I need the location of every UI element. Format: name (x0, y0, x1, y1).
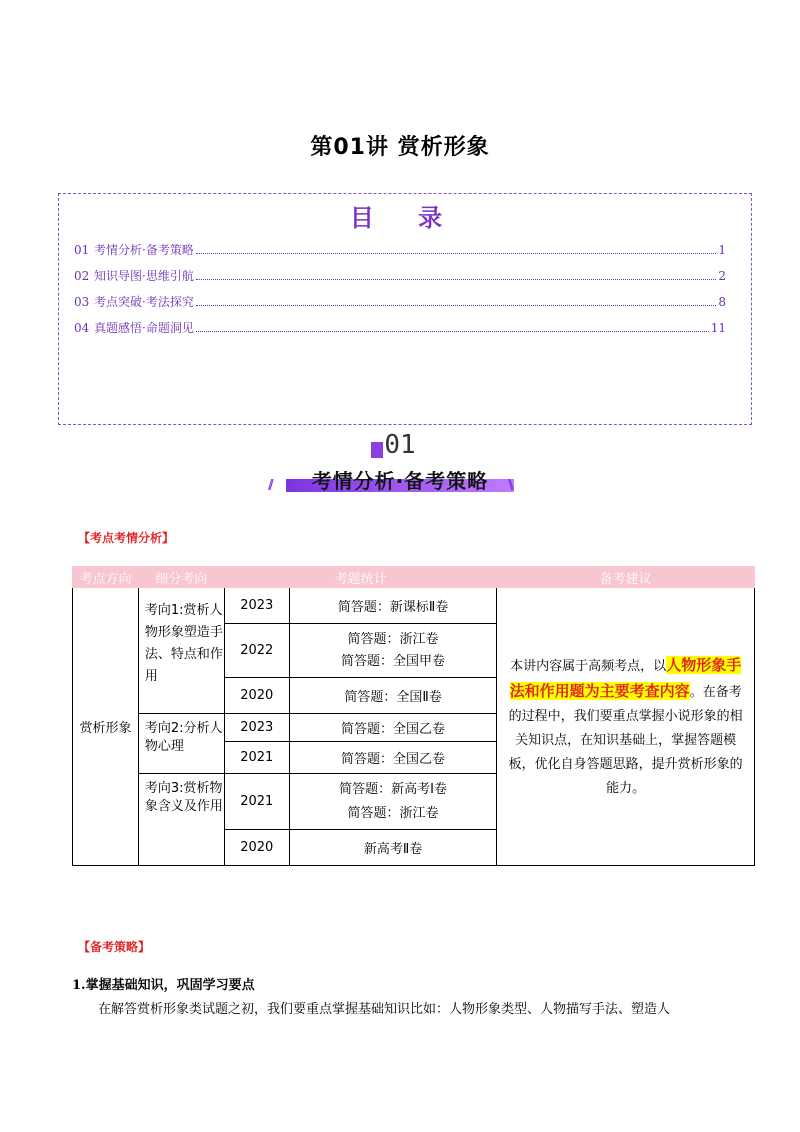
stat-line: 简答题：浙江卷 (347, 631, 439, 647)
year-cell: 2023 (224, 588, 289, 624)
header-statistics: 考题统计 (224, 567, 497, 588)
toc-item-number: 04 (74, 321, 90, 335)
toc-heading: 目 录 (349, 204, 461, 232)
stat-cell: 简答题：全国Ⅱ卷 (289, 678, 497, 714)
section-banner (286, 465, 514, 493)
toc-item-label: 知识导图·思维引航 (94, 269, 194, 283)
advice-highlight: 人物形象手法和作用题为主要考查内容 (509, 655, 742, 700)
year-cell: 2021 (224, 774, 289, 830)
toc-item-label: 考情分析·备考策略 (94, 243, 194, 257)
page-title: 第01讲 赏析形象 (310, 135, 490, 160)
exam-analysis-heading: 【考点考情分析】 (78, 531, 175, 545)
toc-item[interactable] (59, 293, 751, 319)
header-subdirection: 细分考向 (138, 567, 224, 588)
exam-point-cell: 赏析形象 (73, 588, 139, 866)
toc-leader (196, 331, 709, 332)
toc-item[interactable] (59, 241, 751, 267)
stat-line: 简答题：浙江卷 (347, 805, 439, 821)
section-banner-title: 考情分析·备考策略 (311, 469, 489, 493)
strategy-subtitle: 1.掌握基础知识，巩固学习要点 (72, 978, 255, 993)
header-direction: 考点方向 (73, 567, 139, 588)
toc-item-number: 01 (74, 243, 90, 257)
table-row (73, 588, 755, 624)
strategy-paragraph: 在解答赏析形象类试题之初，我们要重点掌握基础知识比如：人物形象类型、人物描写手法、塑造人 (98, 1002, 671, 1017)
direction-2-cell: 考向2:分析人物心理 (138, 714, 224, 774)
slash-decoration-left: // (268, 478, 271, 493)
toc-item-page: 1 (718, 243, 726, 257)
exam-analysis-table (72, 566, 755, 866)
section-number: 01 (384, 430, 416, 460)
year-cell: 2023 (224, 714, 289, 742)
stat-cell: 简答题：新课标Ⅱ卷 (289, 588, 497, 624)
table-header-row (73, 567, 755, 588)
toc-item-page: 8 (718, 295, 726, 309)
strategy-heading: 【备考策略】 (78, 940, 151, 954)
year-cell: 2020 (224, 830, 289, 866)
stat-cell: 简答题：全国乙卷 (289, 714, 497, 742)
toc-leader (196, 253, 717, 254)
stat-cell: 简答题：全国乙卷 (289, 742, 497, 774)
stat-cell (289, 774, 497, 830)
toc-item-page: 11 (710, 321, 726, 335)
advice-text-end: 。在备考的过程中，我们要重点掌握小说形象的相关知识点，在知识基础上，掌握答题模板，优化自身答题思路，提升赏析形象的能力。 (508, 684, 743, 796)
advice-cell (497, 588, 755, 866)
year-cell: 2022 (224, 624, 289, 678)
table-of-contents (58, 193, 752, 425)
stat-cell (289, 624, 497, 678)
toc-item-number: 03 (74, 295, 90, 309)
stat-line: 简答题：新高考Ⅰ卷 (339, 781, 447, 797)
toc-item-number: 02 (74, 269, 90, 283)
year-cell: 2020 (224, 678, 289, 714)
direction-3-cell: 考向3:赏析物象含义及作用 (138, 774, 224, 866)
direction-1-cell: 考向1:赏析人物形象塑造手法、特点和作用 (138, 588, 224, 714)
toc-item-label: 真题感悟·命题洞见 (94, 321, 194, 335)
year-cell: 2021 (224, 742, 289, 774)
advice-text-start: 本讲内容属于高频考点，以 (510, 658, 667, 674)
toc-item-label: 考点突破·考法探究 (94, 295, 194, 309)
stat-cell: 新高考Ⅱ卷 (289, 830, 497, 866)
toc-item[interactable] (59, 267, 751, 293)
header-advice: 备考建议 (497, 567, 755, 588)
toc-leader (196, 279, 717, 280)
stat-line: 简答题：全国甲卷 (341, 653, 446, 669)
toc-item-page: 2 (718, 269, 726, 283)
toc-leader (196, 305, 717, 306)
toc-item[interactable] (59, 319, 751, 345)
slash-decoration-right: \\ (508, 478, 511, 493)
